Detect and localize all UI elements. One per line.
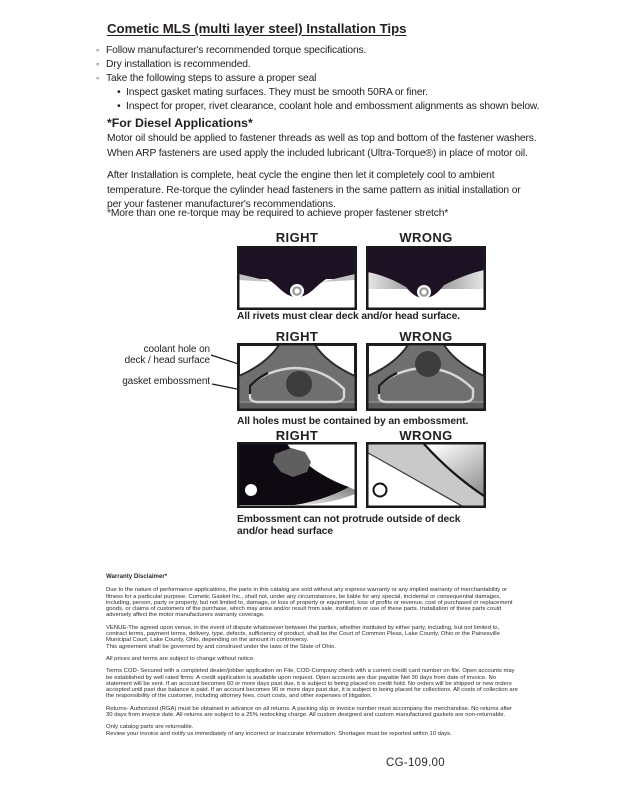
bullet-marker: • [117,99,121,112]
bullet-text: Inspect gasket mating surfaces. They must be smooth 50RA or finer. [126,86,428,98]
embossment-right-diagram [237,343,357,409]
rivet-right-diagram [237,246,357,312]
diesel-paragraph-2: After Installation is complete, heat cycle the engine then let it completely cool to ambient temperature. Re-torque the cylinder head fasteners in the same pattern as initial installation or per your fastener manufacturer's recommendations. [107,170,521,210]
list-item [96,58,539,72]
catalog-parts-note: Only catalog parts are returnable. [106,724,194,731]
bullet-marker: • [117,85,121,98]
invoice-note: Review your invoice and notify us immediately of any incorrect or inaccurate information. Shortages must be reported within 10 days. [106,730,452,737]
bullet-marker: ◦ [96,45,100,56]
warranty-paragraph: Due to the nature of performance applications, the parts in this catalog are sold without any express warranty or any implied warranty of merchantability or fitness for a particular purpose. Cometic Gasket Inc., shall not, under any circumstances, be liable for any special, incidental or consequential damages, including, person, party or property, but not limited to, damage, or loss of property or equipment, loss of profits or revenue, cost of purchased or replacement goods, or claims of customers of the purchase, which may arise and/or result from sale, instillation or use of these parts. Installation of these parts could adversely affect the motor manufacturers warranty coverage. [106,587,513,619]
right-label: RIGHT [275,428,319,443]
page-title: Cometic MLS (multi layer steel) Installation Tips [107,21,407,36]
warranty-heading: Warranty Disclaimer* [106,573,168,580]
deck-edge-right-diagram [237,442,357,508]
rivet-wrong-diagram [366,246,486,312]
bullet-text: Dry installation is recommended. [106,58,251,70]
terms-paragraph: Terms COD- Secured with a completed dealer/jobber application on File, COD-Company check with a current credit card number on file. Open accounts may be established by well rated firms. A credit application is available upon request. Open accounts are due payable Net 30 days from date of invoice. No statement will be sent. If an account becomes 60 or more days past due, it is subject to being placed on credit hold. No orders will be shipped or new orders accepted until past due balance is paid. If an account becomes 90 or more days past due, it is subject to being placed for collections. All costs of collection are the responsibility of the customer, including attorney fees, court costs, and other expenses of litigation. [106,668,518,700]
wrong-label: WRONG [399,230,453,245]
prices-paragraph: All prices and terms are subject to change without notice. [106,655,255,662]
deck-edge-wrong-diagram [366,442,486,508]
list-item [96,72,539,86]
bullet-text: Inspect for proper, rivet clearance, coolant hole and embossment alignments as shown below. [126,100,540,112]
embossment-wrong-diagram [366,343,486,409]
coolant-hole-label: coolant hole on deck / head surface [124,344,210,366]
page-number: CG-109.00 [386,757,445,769]
bullet-text: Follow manufacturer's recommended torque specifications. [106,45,367,56]
embossment-caption: All holes must be contained by an embossment. [237,416,469,427]
wrong-label: WRONG [399,329,453,344]
diesel-applications-heading: *For Diesel Applications* [107,116,253,130]
installation-tips-list [96,44,539,113]
venue-paragraph: VENUE-The agreed upon venue, in the event of dispute whatsoever between the parties, whether instituted by either party, including, but not limited to, contract terms, payment terms, delivery, type, defects, sufficiency of product, shall be the Court of Common Pleas, Lake County, Ohio or the Painesville Municipal Court, Lake County, Ohio, depending on the amount in controversy. [106,624,500,644]
right-label: RIGHT [275,329,319,344]
returns-paragraph: Returns- Authorized (RGA) must be obtained in advance on all returns. A packing slip or invoice number must accompany the merchandise. No returns after 30 days from invoice date. All returns are subject to a 25% restocking charge. All custom designed and custom manufactured gaskets are non-returnable. [106,705,513,719]
list-item [96,86,539,100]
deck-edge-caption: Embossment can not protrude outside of deck and/or head surface [237,514,461,537]
gasket-embossment-label: gasket embossment [122,376,210,387]
list-item [96,44,539,58]
venue-paragraph: This agreement shall be governed by and construed under the laws of the State of Ohio. [106,643,336,650]
bullet-marker: ◦ [96,58,100,70]
bullet-text: Take the following steps to assure a proper seal [106,72,317,84]
warranty-disclaimer-section [106,574,520,743]
rivet-caption: All rivets must clear deck and/or head surface. [237,311,461,322]
list-item [96,100,539,114]
bullet-marker: ◦ [96,72,100,84]
diesel-paragraph-1: Motor oil should be applied to fastener threads as well as top and bottom of the fastener washers. When ARP fasteners are used apply the included lubricant (Ultra-Torque®) in place of motor oil. [107,133,537,159]
retorque-note: *More than one re-torque may be required to achieve proper fastener stretch* [107,208,449,219]
right-label: RIGHT [275,230,319,245]
wrong-label: WRONG [399,428,453,443]
